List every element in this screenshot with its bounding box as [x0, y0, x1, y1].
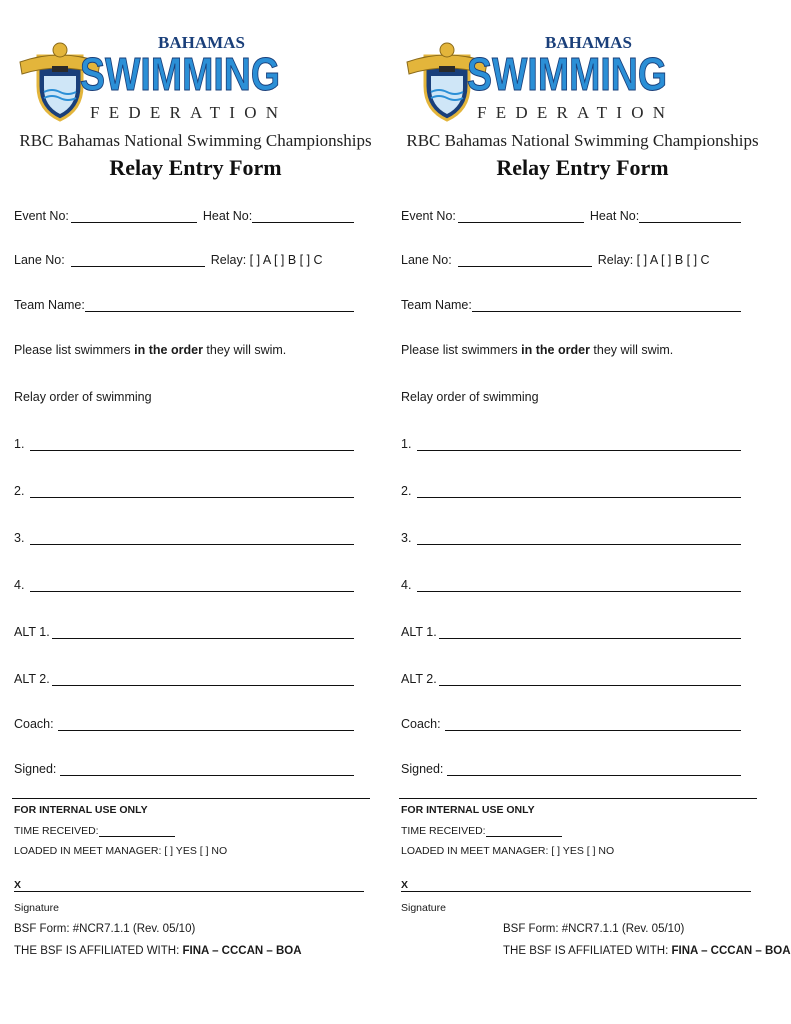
alt-label: ALT 1.	[401, 625, 437, 639]
championship-name: RBC Bahamas National Swimming Championships	[19, 131, 372, 150]
swimmer-row-3	[401, 530, 741, 545]
swimmer-input[interactable]	[30, 483, 354, 498]
relay-order-label: Relay order of swimming	[14, 390, 152, 404]
logo-sub-text: FEDERATION	[90, 103, 278, 122]
swimmer-input[interactable]	[30, 577, 354, 592]
internal-divider	[399, 798, 757, 799]
internal-heading: FOR INTERNAL USE ONLY	[401, 804, 535, 816]
alt-row-1	[401, 624, 741, 639]
signed-row	[401, 761, 741, 776]
swimmer-row-4	[14, 577, 354, 592]
event-label: Event No:	[14, 209, 69, 223]
swimmer-label: 4.	[401, 578, 412, 592]
alt-row-2	[401, 671, 741, 686]
signed-label: Signed:	[14, 762, 57, 776]
signature-line[interactable]	[14, 879, 364, 892]
swimmer-input[interactable]	[30, 530, 354, 545]
affiliation-bold: FINA – CCCAN – BOA	[182, 945, 302, 957]
relay-entry-form-left	[8, 0, 383, 1024]
swimmer-row-1	[14, 436, 354, 451]
swimmer-input[interactable]	[417, 577, 741, 592]
swimmer-row-3	[14, 530, 354, 545]
logo-top-text: BAHAMAS	[158, 33, 245, 52]
team-row	[401, 297, 741, 312]
signature-line[interactable]	[401, 879, 751, 892]
coach-row	[14, 716, 354, 731]
event-input[interactable]	[458, 208, 584, 223]
instruction-post: they will swim.	[202, 343, 287, 357]
logo-main-text: SWIMMING	[467, 48, 667, 100]
coach-input[interactable]	[445, 716, 741, 731]
lane-label: Lane No:	[401, 253, 452, 267]
team-row	[14, 297, 354, 312]
loaded-meet-manager[interactable]: LOADED IN MEET MANAGER: [ ] YES [ ] NO	[401, 845, 615, 857]
coach-label: Coach:	[401, 717, 441, 731]
alt-label: ALT 2.	[14, 672, 50, 686]
internal-divider	[12, 798, 370, 799]
swimmer-label: 3.	[14, 531, 25, 545]
logo-main-text: SWIMMING	[80, 48, 280, 100]
event-label: Event No:	[401, 209, 456, 223]
bahamas-swimming-federation-logo	[395, 26, 770, 126]
alt-row-1	[14, 624, 354, 639]
swimmer-row-2	[401, 483, 741, 498]
swimmer-input[interactable]	[417, 483, 741, 498]
relay-entry-form-right	[395, 0, 791, 1024]
event-heat-row	[14, 208, 354, 223]
alt-label: ALT 1.	[14, 625, 50, 639]
heat-label: Heat No:	[202, 209, 253, 223]
heat-input[interactable]	[639, 208, 741, 223]
form-title: Relay Entry Form	[109, 155, 282, 180]
relay-order-text	[401, 390, 741, 404]
championship-name: RBC Bahamas National Swimming Championships	[406, 131, 759, 150]
instruction-pre: Please list swimmers	[14, 343, 135, 357]
alt-input[interactable]	[52, 671, 354, 686]
time-received-label: TIME RECEIVED:	[14, 825, 99, 837]
time-received-input[interactable]	[99, 825, 175, 837]
swimmer-row-2	[14, 483, 354, 498]
heat-label: Heat No:	[589, 209, 640, 223]
alt-input[interactable]	[439, 624, 741, 639]
instruction-pre: Please list swimmers	[401, 343, 522, 357]
relay-order-text	[14, 390, 354, 404]
lane-relay-row	[401, 252, 741, 267]
x-mark: X	[401, 879, 409, 891]
lane-input[interactable]	[458, 252, 592, 267]
alt-input[interactable]	[52, 624, 354, 639]
affiliation-bold: FINA – CCCAN – BOA	[671, 945, 791, 957]
instruction-text	[14, 343, 354, 357]
time-received-row	[14, 825, 175, 837]
swimmer-label: 1.	[401, 437, 412, 451]
team-input[interactable]	[85, 297, 354, 312]
swimmer-row-1	[401, 436, 741, 451]
swimmer-label: 4.	[14, 578, 25, 592]
logo-sub-text: FEDERATION	[477, 103, 665, 122]
alt-label: ALT 2.	[401, 672, 437, 686]
swimmer-input[interactable]	[30, 436, 354, 451]
alt-input[interactable]	[439, 671, 741, 686]
affiliation	[14, 945, 302, 957]
heat-input[interactable]	[252, 208, 354, 223]
relay-options[interactable]: Relay: [ ] A [ ] B [ ] C	[210, 253, 323, 267]
form-id: BSF Form: #NCR7.1.1 (Rev. 05/10)	[503, 923, 685, 935]
alt-row-2	[14, 671, 354, 686]
lane-relay-row	[14, 252, 354, 267]
time-received-label: TIME RECEIVED:	[401, 825, 486, 837]
team-input[interactable]	[472, 297, 741, 312]
instruction-bold: in the order	[521, 343, 590, 357]
coach-label: Coach:	[14, 717, 54, 731]
instruction-text	[401, 343, 741, 357]
instruction-post: they will swim.	[589, 343, 674, 357]
swimmer-label: 3.	[401, 531, 412, 545]
internal-heading: FOR INTERNAL USE ONLY	[14, 804, 148, 816]
swimmer-label: 1.	[14, 437, 25, 451]
lane-label: Lane No:	[14, 253, 65, 267]
bahamas-swimming-federation-logo	[8, 26, 383, 126]
signed-row	[14, 761, 354, 776]
instruction-bold: in the order	[134, 343, 203, 357]
form-title: Relay Entry Form	[496, 155, 669, 180]
x-mark: X	[14, 879, 22, 891]
signature-label: Signature	[14, 902, 59, 914]
team-label: Team Name:	[14, 298, 85, 312]
team-label: Team Name:	[401, 298, 472, 312]
affiliation-pre: THE BSF IS AFFILIATED WITH:	[503, 945, 672, 957]
form-id: BSF Form: #NCR7.1.1 (Rev. 05/10)	[14, 923, 196, 935]
swimmer-row-4	[401, 577, 741, 592]
event-heat-row	[401, 208, 741, 223]
coach-row	[401, 716, 741, 731]
loaded-meet-manager[interactable]: LOADED IN MEET MANAGER: [ ] YES [ ] NO	[14, 845, 228, 857]
event-input[interactable]	[71, 208, 197, 223]
signature-label: Signature	[401, 902, 446, 914]
swimmer-label: 2.	[14, 484, 25, 498]
relay-order-label: Relay order of swimming	[401, 390, 539, 404]
signed-input[interactable]	[447, 761, 741, 776]
swimmer-input[interactable]	[417, 436, 741, 451]
affiliation-pre: THE BSF IS AFFILIATED WITH:	[14, 945, 183, 957]
time-received-input[interactable]	[486, 825, 562, 837]
affiliation	[503, 945, 791, 957]
signed-label: Signed:	[401, 762, 444, 776]
coach-input[interactable]	[58, 716, 354, 731]
swimmer-input[interactable]	[417, 530, 741, 545]
lane-input[interactable]	[71, 252, 205, 267]
relay-options[interactable]: Relay: [ ] A [ ] B [ ] C	[597, 253, 710, 267]
time-received-row	[401, 825, 562, 837]
logo-top-text: BAHAMAS	[545, 33, 632, 52]
signed-input[interactable]	[60, 761, 354, 776]
swimmer-label: 2.	[401, 484, 412, 498]
